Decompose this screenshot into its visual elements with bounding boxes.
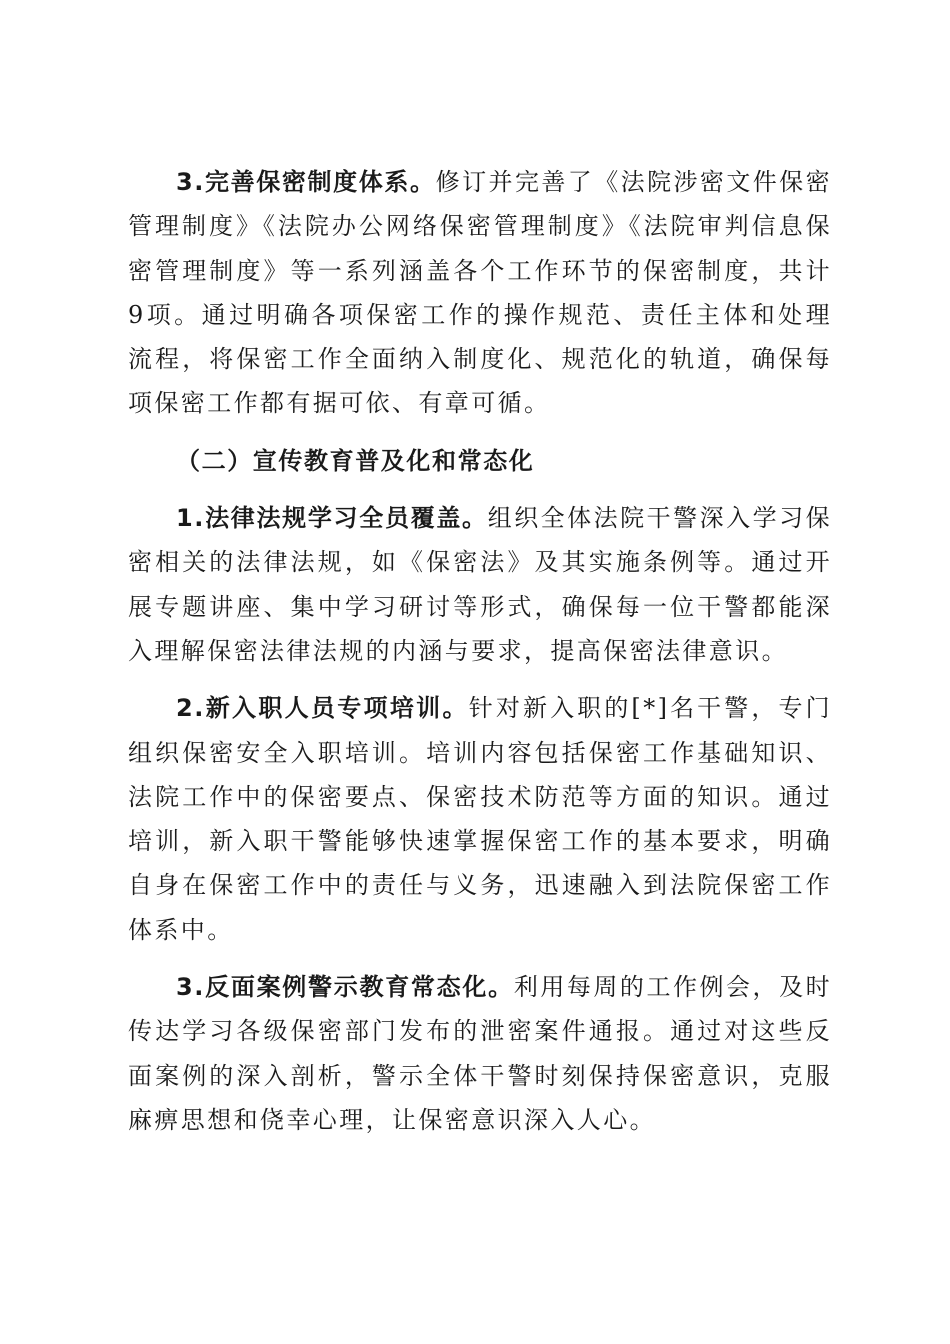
paragraph-body: 针对新入职的[*]名干警，专门组织保密安全入职培训。培训内容包括保密工作基础知识、法院工作中的保密要点、保密技术防范等方面的知识。通过培训，新入职干警能够快速掌握保密工作的基本要求，明确自身在保密工作中的责任与义务，迅速融入到法院保密工作体系中。 — [128, 694, 833, 944]
section-heading: （二）宣传教育普及化和常态化 — [176, 446, 535, 475]
paragraph-body: 组织全体法院干警深入学习保密相关的法律法规，如《保密法》及其实施条例等。通过开展专题讲座、集中学习研讨等形式，确保每一位干警都能深入理解保密法律法规的内涵与要求，提高保密法律意识。 — [128, 504, 832, 665]
paragraph-lead: 3.反面案例警示教育常态化。 — [176, 973, 514, 1002]
paragraph-new-staff-training — [128, 686, 832, 952]
paragraph-lead: 1.法律法规学习全员覆盖。 — [176, 504, 488, 533]
paragraph-system — [128, 160, 832, 426]
document-page — [128, 160, 832, 1155]
paragraph-warning-education — [128, 965, 832, 1142]
paragraph-body: 修订并完善了《法院涉密文件保密管理制度》《法院办公网络保密管理制度》《法院审判信息保密管理制度》等一系列涵盖各个工作环节的保密制度，共计9项。通过明确各项保密工作的操作规范、责任主体和处理流程，将保密工作全面纳入制度化、规范化的轨道，确保每项保密工作都有据可依、有章可循。 — [128, 168, 833, 418]
paragraph-lead: 3.完善保密制度体系。 — [176, 168, 436, 196]
paragraph-lead: 2.新入职人员专项培训。 — [176, 694, 469, 723]
paragraph-body: 利用每周的工作例会，及时传达学习各级保密部门发布的泄密案件通报。通过对这些反面案例的深入剖析，警示全体干警时刻保持保密意识，克服麻痹思想和侥幸心理，让保密意识深入人心。 — [128, 973, 832, 1134]
paragraph-law-study — [128, 496, 832, 673]
